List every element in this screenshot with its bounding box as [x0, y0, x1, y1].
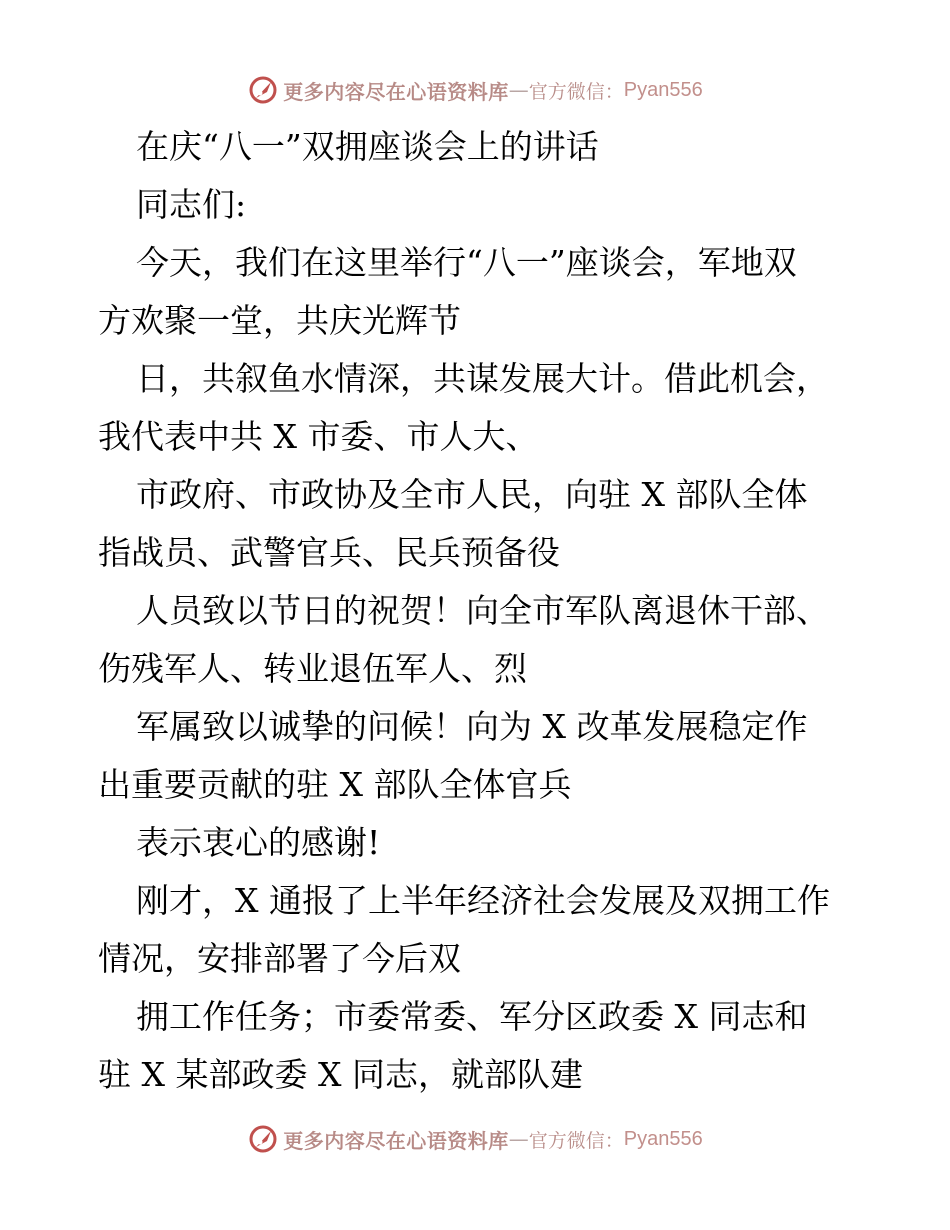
- footer-wechat-label: 官方微信：: [528, 1129, 624, 1152]
- header-separator: —: [508, 78, 529, 102]
- text-line: 情况，安排部署了今后双: [98, 939, 461, 978]
- text-line: 方欢聚一堂，共庆光辉节: [98, 301, 461, 340]
- footer-separator: —: [508, 1127, 529, 1151]
- text-line: 我代表中共 X 市委、市人大、: [98, 417, 539, 456]
- text-line: 伤残军人、转业退伍军人、烈: [98, 649, 527, 688]
- header-banner: [0, 70, 950, 110]
- quill-logo-icon: [247, 74, 279, 106]
- text-line: 日，共叙鱼水情深，共谋发展大计。借此机会，: [136, 359, 829, 398]
- text-line: 表示衷心的感谢!: [136, 823, 381, 862]
- text-line: 市政府、市政协及全市人民，向驻 X 部队全体: [136, 475, 808, 514]
- document-title: 在庆“八一”双拥座谈会上的讲话: [136, 127, 599, 166]
- document-body: [98, 118, 898, 1104]
- text-line: 出重要贡献的驻 X 部队全体官兵: [98, 765, 572, 804]
- text-line: 刚才，X 通报了上半年经济社会发展及双拥工作: [136, 881, 830, 920]
- text-line: 军属致以诚挚的问候！向为 X 改革发展稳定作: [136, 707, 808, 746]
- header-wechat-id: Pyan556: [623, 78, 703, 101]
- quill-logo-icon: [247, 1123, 279, 1155]
- header-wechat-label: 官方微信：: [528, 80, 624, 103]
- salutation: 同志们:: [136, 185, 247, 224]
- text-line: 人员致以节日的祝贺！向全市军队离退休干部、: [136, 591, 829, 630]
- text-line: 指战员、武警官兵、民兵预备役: [98, 533, 560, 572]
- header-promo-text: 更多内容尽在心语资料库: [283, 79, 509, 104]
- text-line: 今天，我们在这里举行“八一”座谈会，军地双: [136, 243, 797, 282]
- footer-banner: [0, 1119, 950, 1159]
- footer-promo-text: 更多内容尽在心语资料库: [283, 1128, 509, 1153]
- text-line: 驻 X 某部政委 X 同志，就部队建: [98, 1055, 583, 1094]
- text-line: 拥工作任务；市委常委、军分区政委 X 同志和: [136, 997, 808, 1036]
- footer-wechat-id: Pyan556: [623, 1127, 703, 1150]
